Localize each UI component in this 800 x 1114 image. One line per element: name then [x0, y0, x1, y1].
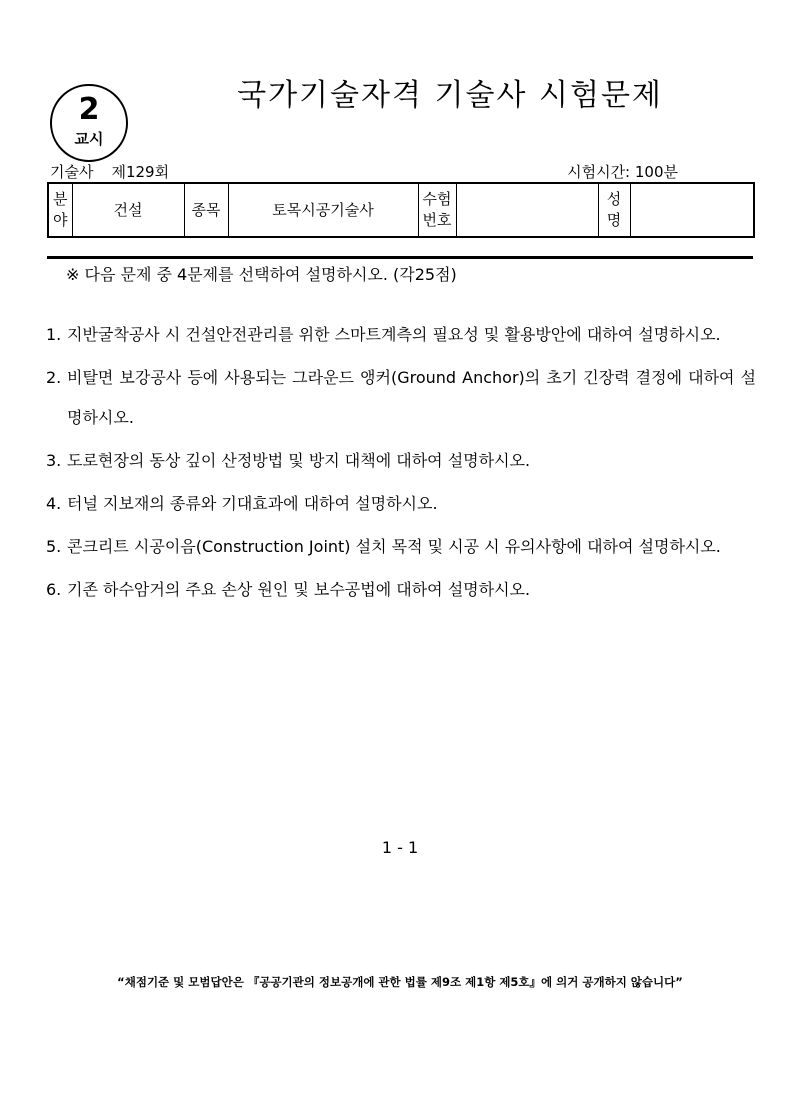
question-text: 도로현장의 동상 깊이 산정방법 및 방지 대책에 대하여 설명하시오.	[67, 451, 531, 470]
document-title: 국가기술자격 기술사 시험문제	[237, 78, 663, 113]
question-number: 1.	[46, 325, 62, 344]
question-list	[46, 315, 756, 613]
exam-category: 기술사	[50, 163, 94, 181]
question-item	[46, 484, 756, 524]
discipline-value: 토목시공기술사	[228, 183, 418, 237]
name-label-text: 성 명	[606, 190, 622, 229]
question-text: 터널 지보재의 종류와 기대효과에 대하여 설명하시오.	[67, 494, 438, 513]
exam-number-label-text: 수험 번호	[422, 190, 452, 229]
session-number: 2	[78, 92, 100, 127]
exam-time: 시험시간: 100분	[567, 163, 678, 181]
question-text: 콘크리트 시공이음(Construction Joint) 설치 목적 및 시공 시 유의사항에 대하여 설명하시오.	[67, 537, 721, 556]
question-item	[46, 358, 756, 438]
question-text: 기존 하수암거의 주요 손상 원인 및 보수공법에 대하여 설명하시오.	[67, 580, 531, 599]
question-item	[46, 527, 756, 567]
question-text: 지반굴착공사 시 건설안전관리를 위한 스마트계측의 필요성 및 활용방안에 대하여 설명하시오.	[67, 325, 721, 344]
session-label: 교시	[74, 130, 104, 148]
field-label-text: 분 야	[53, 190, 68, 229]
question-item	[46, 570, 756, 610]
divider-rule	[47, 256, 753, 259]
instruction-text: ※ 다음 문제 중 4문제를 선택하여 설명하시오. (각25점)	[66, 265, 457, 284]
name-label	[598, 183, 630, 237]
question-number: 3.	[46, 451, 62, 470]
exam-number-field[interactable]	[456, 183, 598, 237]
name-field[interactable]	[630, 183, 754, 237]
question-text: 비탈면 보강공사 등에 사용되는 그라운드 앵커(Ground Anchor)의 초기 긴장력 결정에 대하여 설명하시오.	[67, 368, 756, 427]
field-label	[48, 183, 72, 237]
session-badge	[50, 84, 128, 162]
question-item	[46, 441, 756, 481]
question-number: 4.	[46, 494, 62, 513]
exam-round: 제129회	[111, 163, 170, 181]
disclosure-notice: “채점기준 및 모범답안은 『공공기관의 정보공개에 관한 법률 제9조 제1항 제5호』에 의거 공개하지 않습니다”	[117, 975, 683, 989]
question-number: 5.	[46, 537, 62, 556]
question-item	[46, 315, 756, 355]
page-number: 1 - 1	[381, 838, 419, 857]
exam-category-round	[50, 163, 169, 181]
discipline-label: 종목	[184, 183, 228, 237]
field-value: 건설	[72, 183, 184, 237]
question-number: 6.	[46, 580, 62, 599]
question-number: 2.	[46, 368, 62, 387]
exam-info-table	[47, 182, 755, 238]
exam-number-label	[418, 183, 456, 237]
